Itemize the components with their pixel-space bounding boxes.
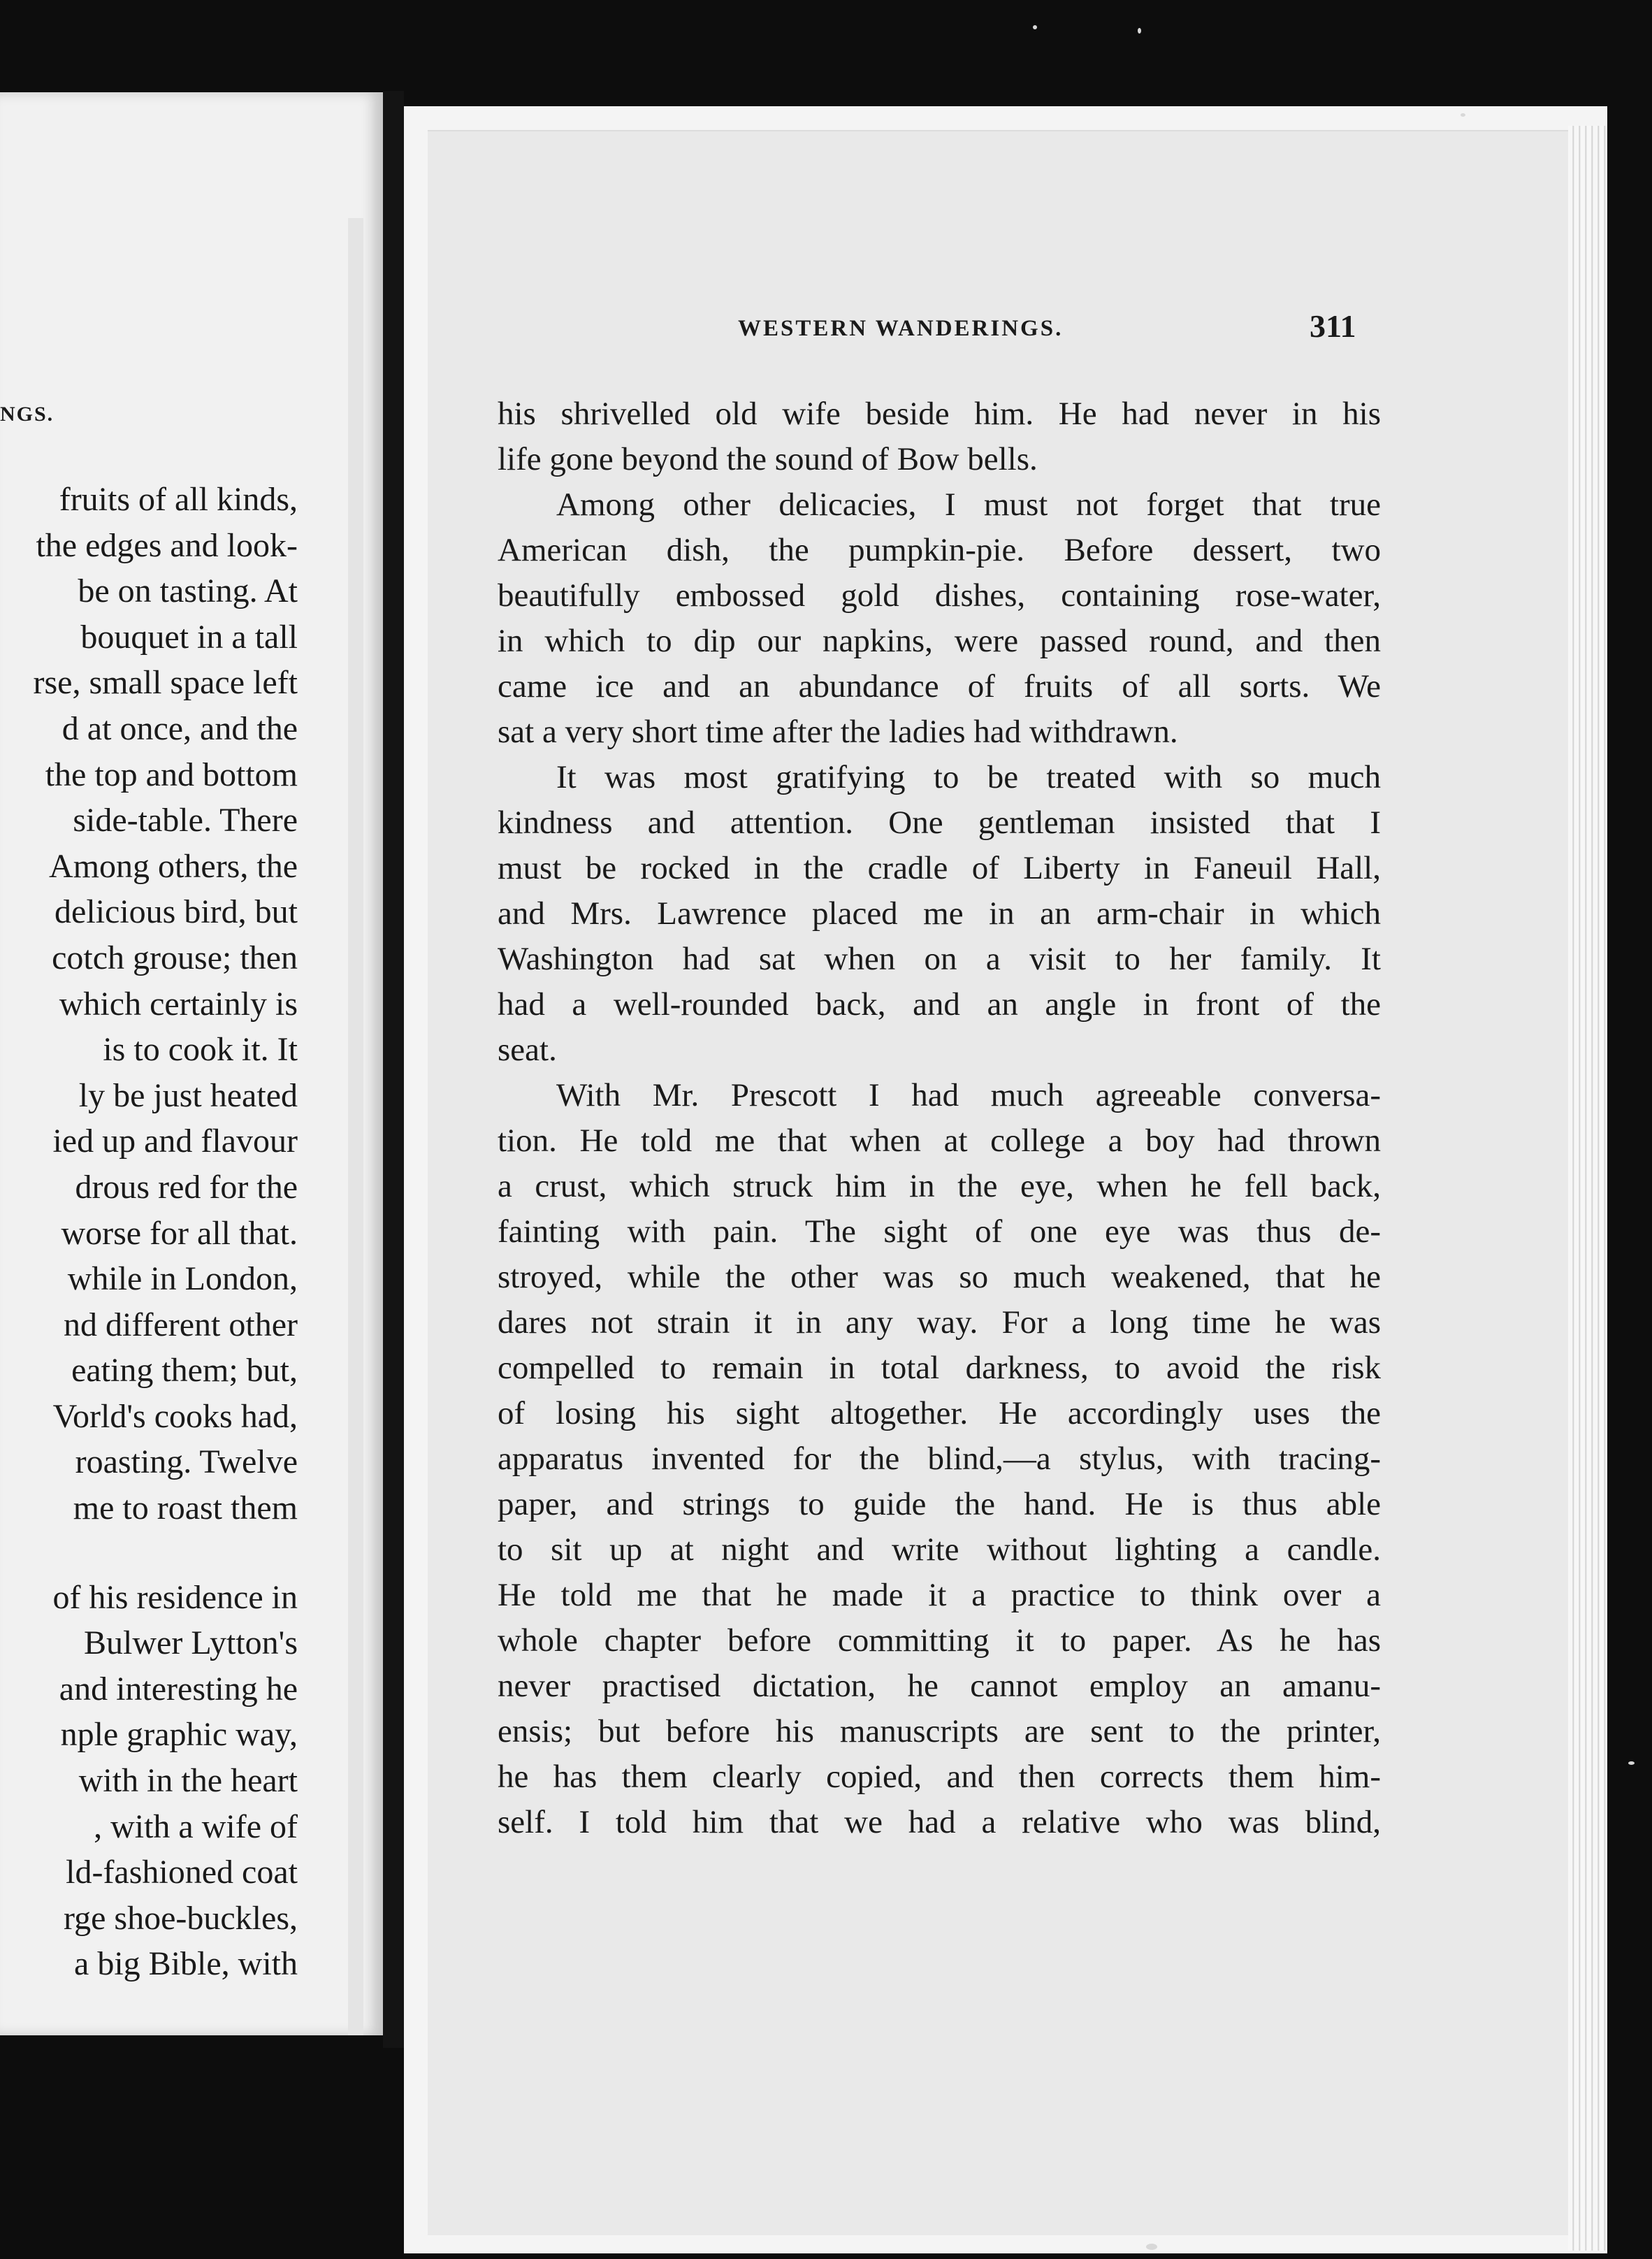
- left-line: drous red for the: [75, 1168, 298, 1206]
- left-line: Among others, the: [49, 847, 298, 885]
- left-line: and interesting he: [59, 1670, 298, 1708]
- left-page: [0, 92, 383, 2035]
- left-line: with in the heart: [78, 1762, 298, 1800]
- left-line: roasting. Twelve: [75, 1443, 298, 1481]
- text-line: he has them clearly copied, and then corrects them him-: [498, 1759, 1381, 1795]
- left-line: ied up and flavour: [52, 1123, 298, 1160]
- book-spine-gap: [383, 91, 404, 2048]
- left-line: the top and bottom: [45, 756, 298, 793]
- text-line: ensis; but before his manuscripts are sent to the printer,: [498, 1713, 1381, 1749]
- text-line: Washington had sat when on a visit to her family. It: [498, 941, 1381, 977]
- text-line: fainting with pain. The sight of one eye was thus de-: [498, 1213, 1381, 1250]
- left-page-gutter: [348, 218, 363, 2035]
- left-line: me to roast them: [73, 1489, 298, 1527]
- left-line: rse, small space left: [33, 664, 298, 702]
- text-line: whole chapter before committing it to paper. As he has: [498, 1622, 1381, 1659]
- text-line: and Mrs. Lawrence placed me in an arm-chair in which: [498, 895, 1381, 932]
- left-line: , with a wife of: [94, 1807, 298, 1845]
- scan-speck: [1033, 25, 1037, 29]
- text-line: self. I told him that we had a relative who was blind,: [498, 1804, 1381, 1840]
- scan-speck: [1146, 2244, 1157, 2250]
- text-line: kindness and attention. One gentleman insisted that I: [498, 804, 1381, 841]
- left-line: Vorld's cooks had,: [52, 1397, 298, 1435]
- text-line: his shrivelled old wife beside him. He had never in his: [498, 396, 1381, 432]
- text-line: beautifully embossed gold dishes, containing rose-water,: [498, 577, 1381, 614]
- text-line: to sit up at night and write without lighting a candle.: [498, 1531, 1381, 1568]
- text-line: came ice and an abundance of fruits of all sorts. We: [498, 668, 1381, 705]
- running-head: WESTERN WANDERINGS.: [738, 316, 1064, 341]
- text-line: American dish, the pumpkin-pie. Before dessert, two: [498, 532, 1381, 568]
- left-paragraph-gap: [4, 1531, 298, 1575]
- scan-speck: [1628, 1761, 1635, 1765]
- text-line: of losing his sight altogether. He accordingly uses the: [498, 1395, 1381, 1431]
- text-line: dares not strain it in any way. For a long time he was: [498, 1304, 1381, 1341]
- page-number: 311: [1310, 308, 1356, 344]
- left-line: be on tasting. At: [78, 572, 298, 610]
- left-line: bouquet in a tall: [80, 618, 298, 656]
- text-line: must be rocked in the cradle of Liberty in Faneuil Hall,: [498, 850, 1381, 886]
- text-line: sat a very short time after the ladies had withdrawn.: [498, 714, 1178, 750]
- scan-speck: [1138, 28, 1141, 34]
- text-line: never practised dictation, he cannot employ an amanu-: [498, 1668, 1381, 1704]
- text-line: Among other delicacies, I must not forget that true: [556, 486, 1381, 523]
- text-line: life gone beyond the sound of Bow bells.: [498, 441, 1038, 477]
- left-line: delicious bird, but: [55, 893, 298, 931]
- text-line: tion. He told me that when at college a boy had thrown: [498, 1123, 1381, 1159]
- left-line: d at once, and the: [61, 709, 298, 747]
- left-line: side-table. There: [73, 802, 298, 839]
- left-line: rge shoe-buckles,: [63, 1899, 298, 1937]
- text-line: seat.: [498, 1032, 557, 1068]
- left-line: worse for all that.: [61, 1214, 298, 1252]
- text-line: With Mr. Prescott I had much agreeable conversa-: [556, 1077, 1381, 1113]
- left-line: cotch grouse; then: [52, 939, 298, 976]
- left-line: Bulwer Lytton's: [84, 1624, 298, 1662]
- left-line: which certainly is: [59, 985, 298, 1023]
- text-line: apparatus invented for the blind,—a stylus, with tracing-: [498, 1441, 1381, 1477]
- left-line: ly be just heated: [78, 1076, 298, 1114]
- scan-speck: [1461, 113, 1465, 117]
- left-line: eating them; but,: [71, 1352, 298, 1390]
- text-line: He told me that he made it a practice to think over a: [498, 1577, 1381, 1613]
- left-line: while in London,: [67, 1260, 298, 1298]
- text-line: a crust, which struck him in the eye, when he fell back,: [498, 1168, 1381, 1204]
- text-line: in which to dip our napkins, were passed round, and then: [498, 623, 1381, 659]
- left-line: fruits of all kinds,: [59, 481, 298, 518]
- left-page-text: [4, 477, 298, 1987]
- text-line: It was most gratifying to be treated with so much: [556, 759, 1381, 795]
- left-line: the edges and look-: [36, 526, 298, 564]
- left-line: is to cook it. It: [103, 1031, 298, 1069]
- left-line: nd different other: [64, 1306, 298, 1343]
- text-line: compelled to remain in total darkness, to avoid the risk: [498, 1350, 1381, 1386]
- left-running-head: NGS.: [0, 403, 55, 426]
- left-line: a big Bible, with: [74, 1945, 298, 1983]
- text-line: stroyed, while the other was so much weakened, that he: [498, 1259, 1381, 1295]
- page-edge-leaves: [1568, 126, 1607, 2251]
- text-line: paper, and strings to guide the hand. He is thus able: [498, 1486, 1381, 1522]
- left-line: nple graphic way,: [60, 1716, 298, 1754]
- right-page-text: [498, 391, 1381, 1845]
- left-line: ld-fashioned coat: [66, 1854, 298, 1891]
- text-line: had a well-rounded back, and an angle in front of the: [498, 986, 1381, 1023]
- left-line: of his residence in: [52, 1578, 298, 1616]
